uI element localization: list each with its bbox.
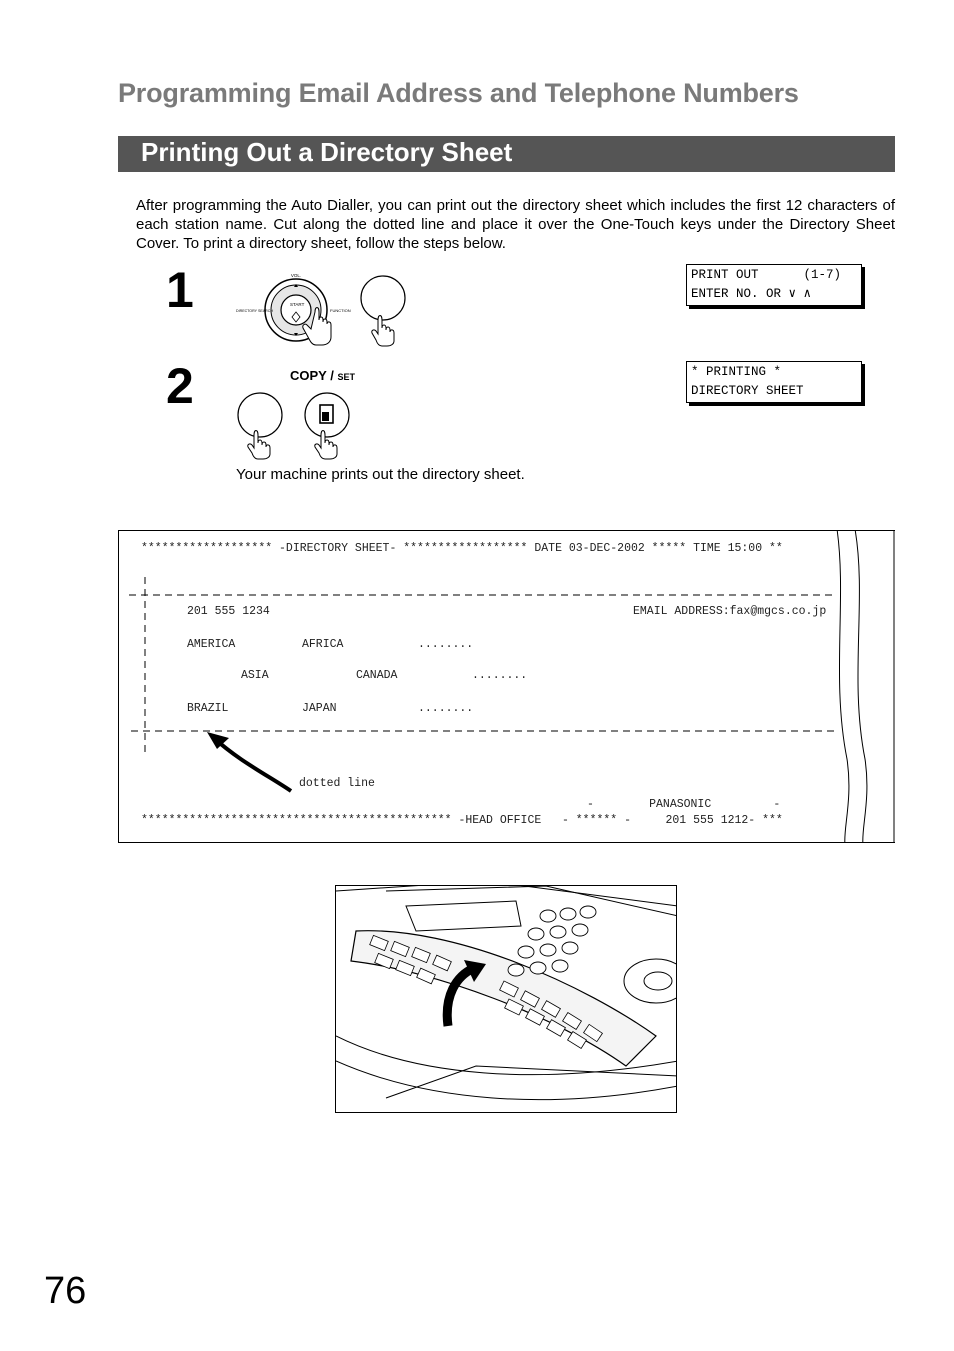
sheet-entry: JAPAN (302, 702, 337, 715)
lcd-display-step2 (686, 361, 862, 403)
directory-search-label: DIRECTORY SEARCH (236, 309, 273, 313)
title-bar (118, 136, 895, 172)
sheet-entry: BRAZIL (187, 702, 229, 715)
step-1-number: 1 (166, 262, 194, 318)
page-number: 76 (44, 1270, 87, 1312)
directory-sheet-sample (118, 530, 895, 843)
dial-keypad (508, 906, 596, 976)
function-label: FUNCTION (330, 308, 351, 313)
sheet-entry: ........ (418, 702, 474, 715)
vol-label: VOL. (290, 273, 302, 278)
lcd-line: ENTER NO. OR ∨ ∧ (691, 287, 812, 301)
copy-buttons-illustration (232, 388, 372, 460)
page-title: Printing Out a Directory Sheet (141, 137, 513, 167)
keypad-illustration (234, 268, 414, 348)
sheet-entry: AMERICA (187, 638, 236, 651)
fax-machine-illustration (335, 885, 677, 1113)
sheet-entry: ASIA (241, 669, 269, 682)
round-button-icon (238, 393, 282, 437)
set-label-text: SET (337, 372, 355, 382)
intro-paragraph: After programming the Auto Dialler, you can print out the directory sheet which includes the first 12 characters of each station name. Cut along the dotted line and place it over the One-Touch keys under the Directory Sheet Cover. To print a directory sheet, follow the steps below. (136, 197, 895, 252)
start-label: START (290, 302, 305, 307)
step2-result-text: Your machine prints out the directory sheet. (236, 466, 525, 483)
torn-edge (835, 530, 895, 843)
dotted-cut-lines (119, 531, 895, 842)
display-window (406, 901, 521, 931)
copy-set-label (290, 368, 355, 383)
pointer-arrow-icon (214, 738, 291, 791)
sheet-entry: ........ (472, 669, 528, 682)
sheet-header-line: ******************* -DIRECTORY SHEET- ****************** DATE 03-DEC-2002 ***** TIME 15:00 ** (141, 542, 783, 555)
lcd-line: PRINT OUT (1-7) (691, 268, 842, 282)
function-button-icon (361, 276, 405, 320)
lcd-line: DIRECTORY SHEET (691, 384, 804, 398)
sheet-entry: CANADA (356, 669, 398, 682)
step-2-number: 2 (166, 358, 194, 414)
sheet-footer-line: ********************************************* -HEAD OFFICE - ****** - 201 555 1212- *** (141, 814, 783, 827)
lcd-line: * PRINTING * (691, 365, 782, 379)
sheet-email: EMAIL ADDRESS:fax@mgcs.co.jp (633, 605, 827, 618)
sheet-phone: 201 555 1234 (187, 605, 270, 618)
section-title: Programming Email Address and Telephone Numbers (118, 78, 799, 108)
copy-label-text: COPY / (290, 368, 334, 383)
lcd-display-step1 (686, 264, 862, 306)
sheet-footer-company: - PANASONIC - (587, 798, 781, 811)
sheet-entry: AFRICA (302, 638, 344, 651)
sheet-entry: ........ (418, 638, 474, 651)
dotted-line-label: dotted line (299, 777, 375, 790)
